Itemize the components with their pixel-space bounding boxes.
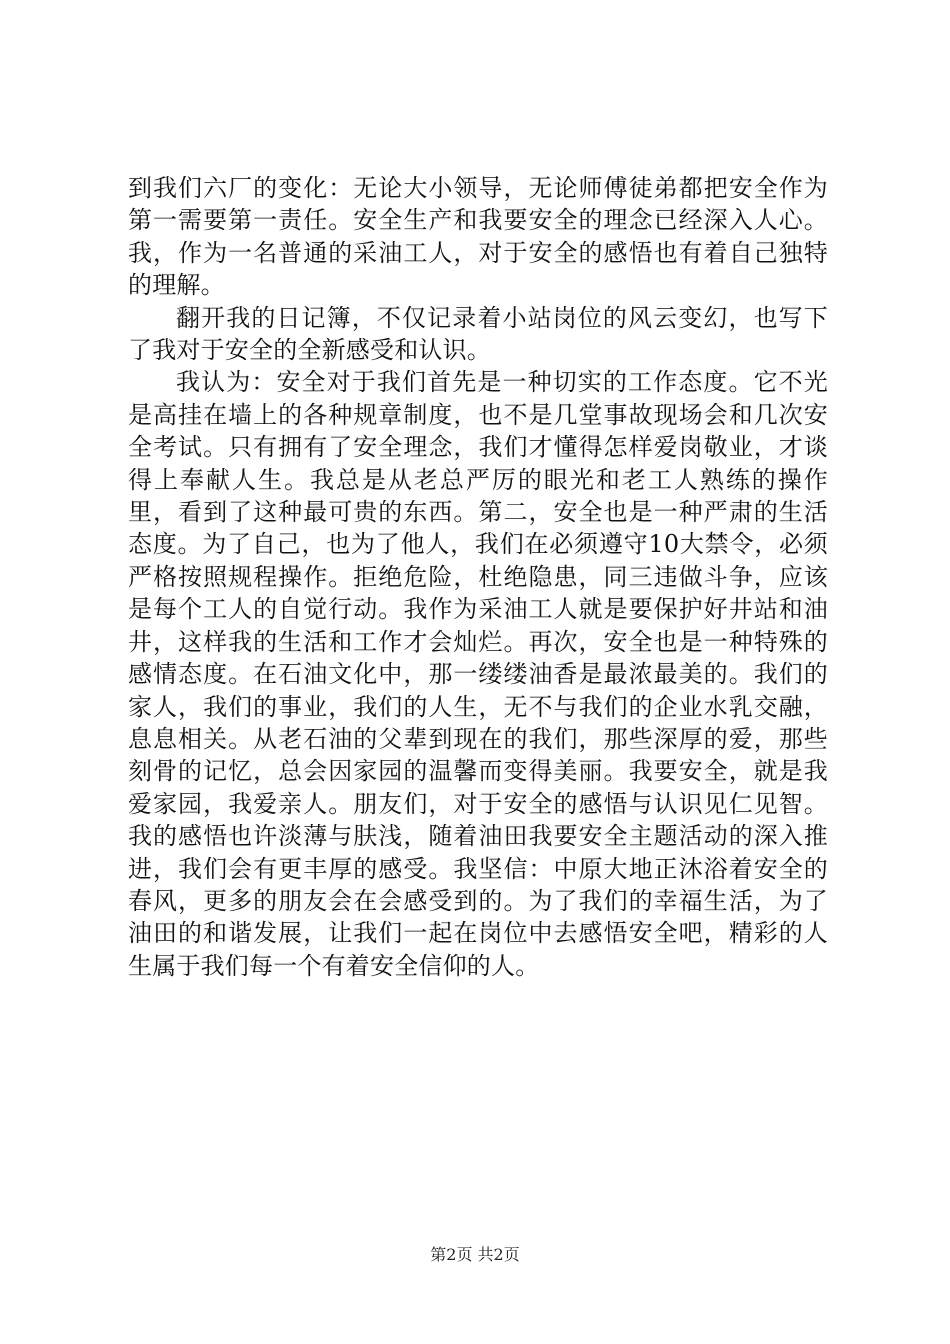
page-footer: 第2页 共2页 <box>430 1245 520 1264</box>
paragraph-1: 到我们六厂的变化：无论大小领导，无论师傅徒弟都把安全作为第一需要第一责任。安全生产和我要安全的理念已经深入人心。我，作为一名普通的采油工人，对于安全的感悟也有着自己独特的理解。 <box>128 174 828 300</box>
paragraph-3: 我认为：安全对于我们首先是一种切实的工作态度。它不光是高挂在墙上的各种规章制度，也不是几堂事故现场会和几次安全考试。只有拥有了安全理念，我们才懂得怎样爱岗敬业，才谈得上奉献人生。我总是从老总严厉的眼光和老工人熟练的操作里，看到了这种最可贵的东西。第二，安全也是一种严肃的生活态度。为了自己，也为了他人，我们在必须遵守10大禁令，必须严格按照规程操作。拒绝危险，杜绝隐患，同三违做斗争，应该是每个工人的自觉行动。我作为采油工人就是要保护好井站和油井，这样我的生活和工作才会灿烂。再次，安全也是一种特殊的感情态度。在石油文化中，那一缕缕油香是最浓最美的。我们的家人，我们的事业，我们的人生，无不与我们的企业水乳交融，息息相关。从老石油的父辈到现在的我们，那些深厚的爱，那些刻骨的记忆，总会因家园的温馨而变得美丽。我要安全，就是我爱家园，我爱亲人。朋友们，对于安全的感悟与认识见仁见智。我的感悟也许淡薄与肤浅，随着油田我要安全主题活动的深入推进，我们会有更丰厚的感受。我坚信：中原大地正沐浴着安全的春风，更多的朋友会在会感受到的。为了我们的幸福生活，为了油田的和谐发展，让我们一起在岗位中去感悟安全吧，精彩的人生属于我们每一个有着安全信仰的人。 <box>128 368 828 980</box>
paragraph-2: 翻开我的日记簿，不仅记录着小站岗位的风云变幻，也写下了我对于安全的全新感受和认识。 <box>128 303 828 365</box>
document-body <box>128 172 828 982</box>
